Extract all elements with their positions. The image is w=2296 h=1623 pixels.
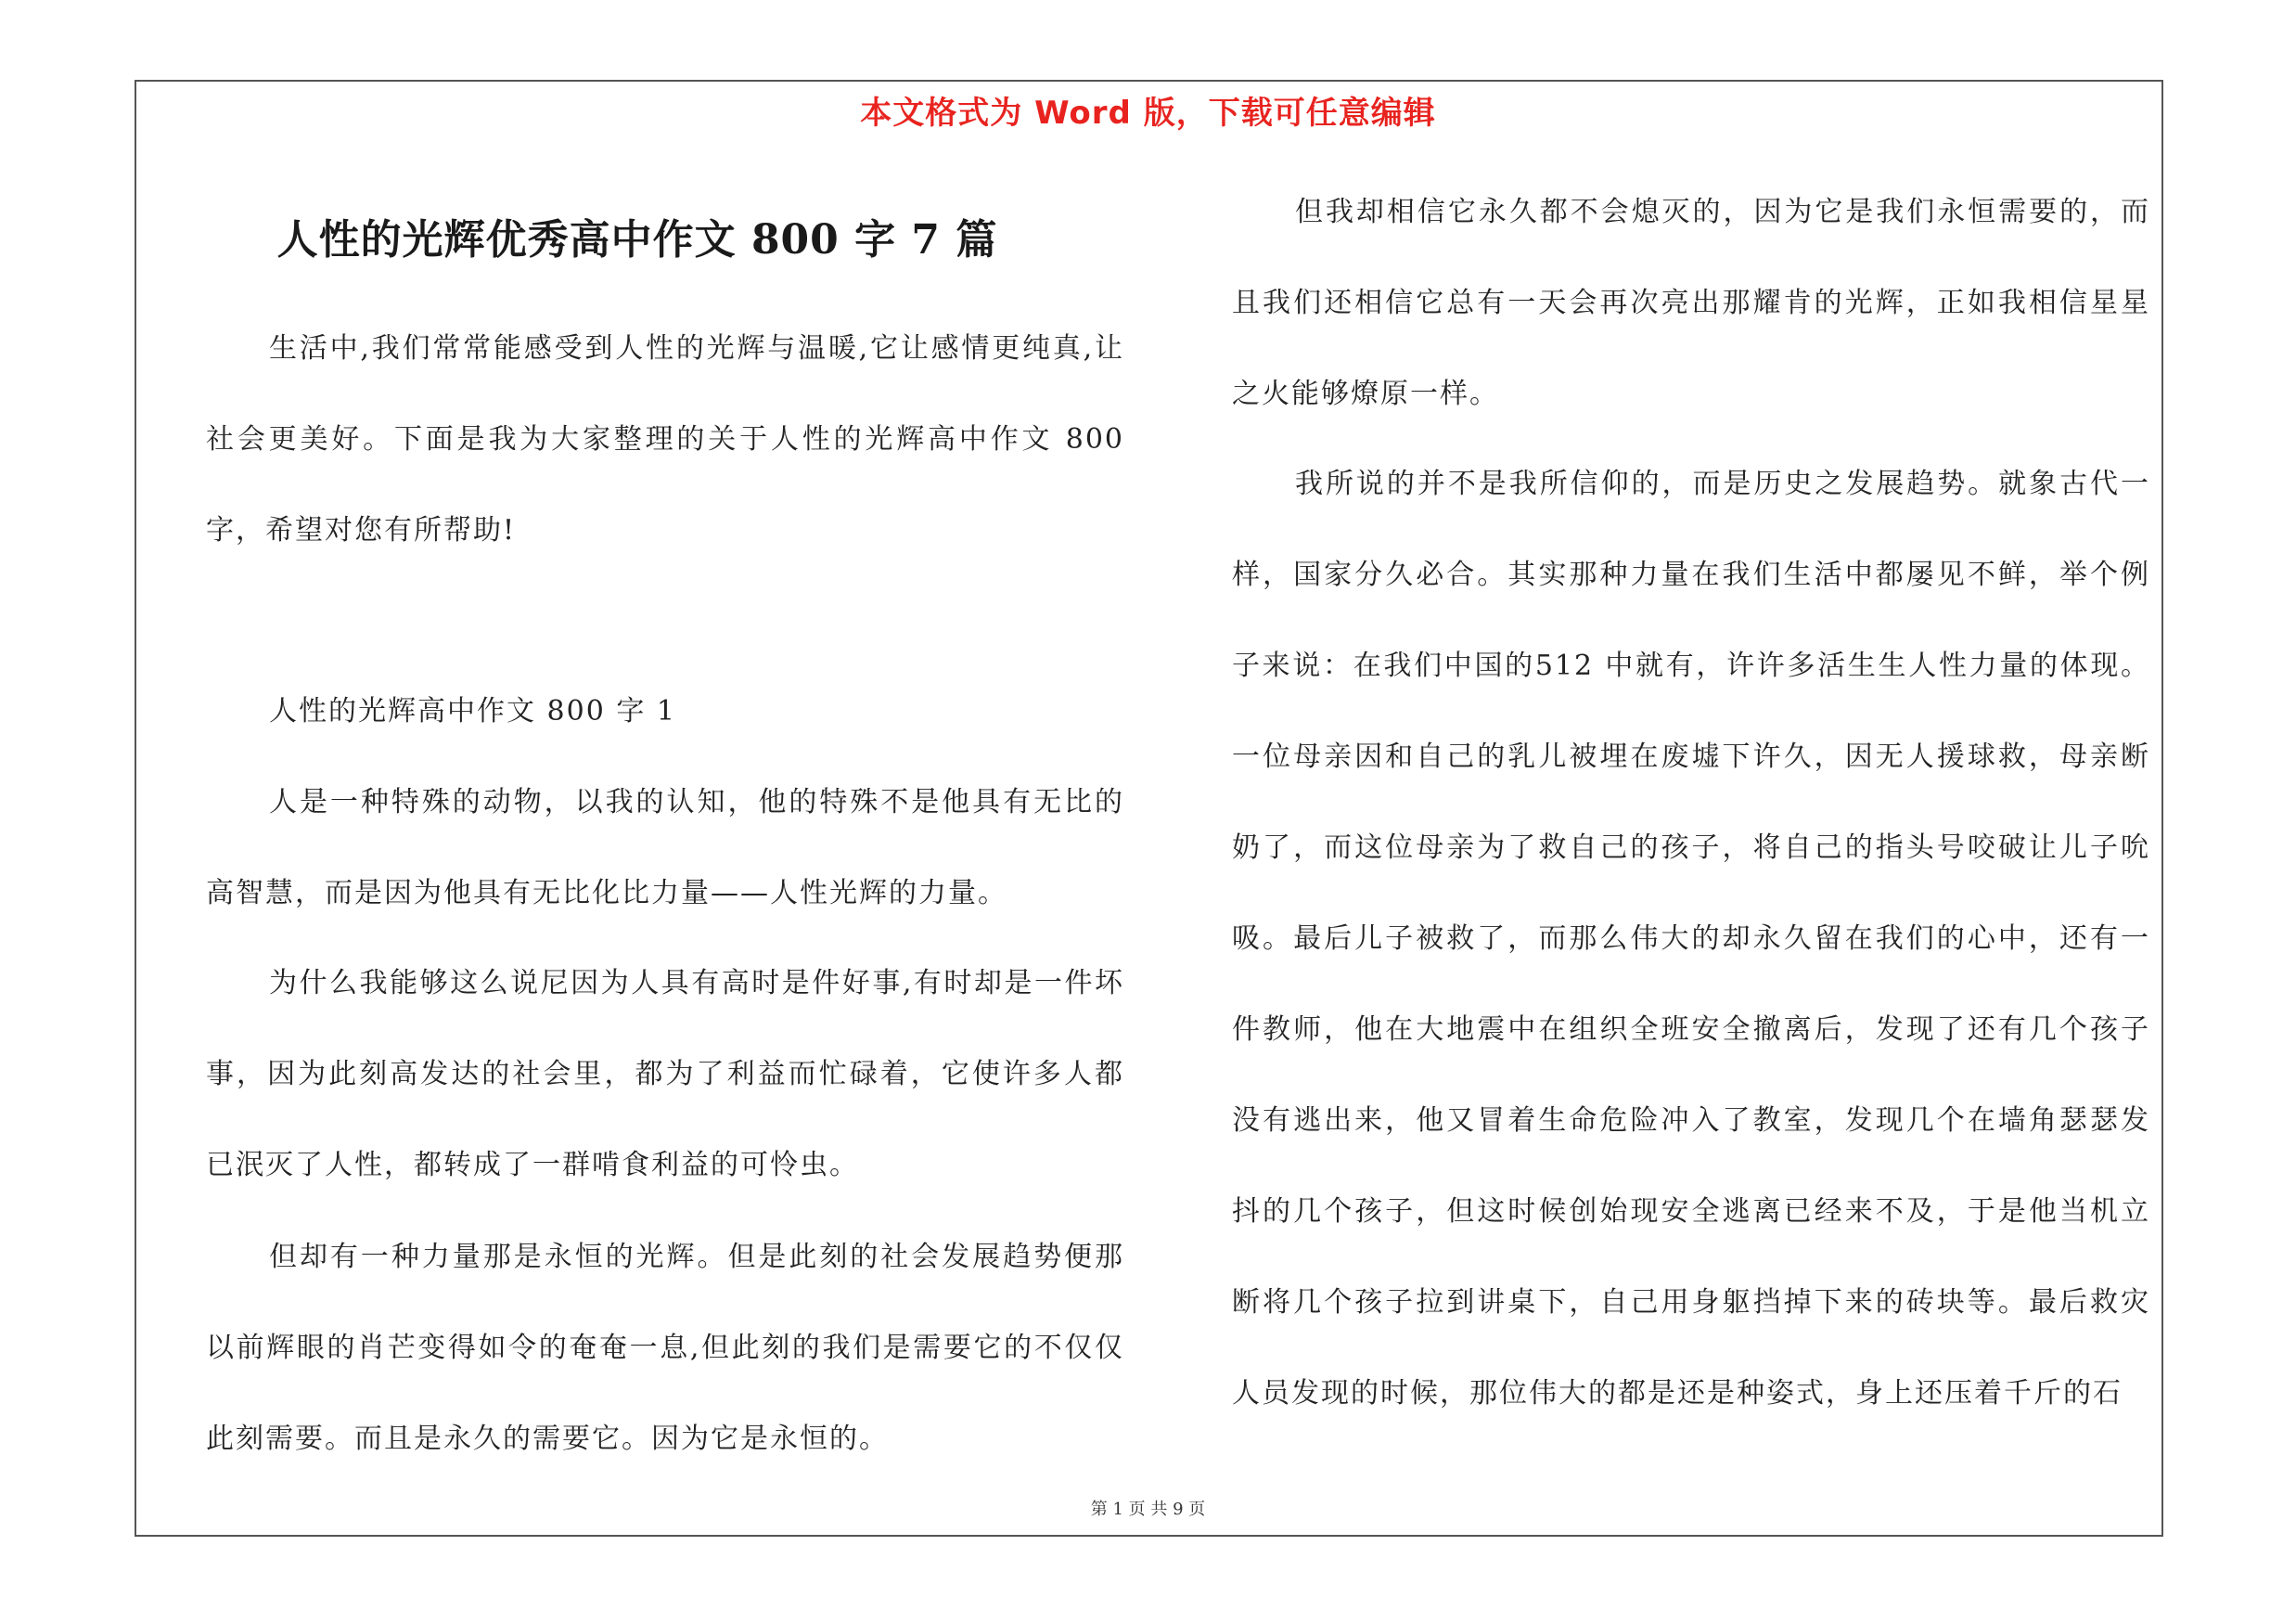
document-title: 人性的光辉优秀高中作文 800 字 7 篇	[276, 216, 998, 264]
page-number: 第 1 页 共 9 页	[1090, 1500, 1206, 1519]
intro-paragraph: 生活中,我们常常能感受到人性的光辉与温暖,它让感情更纯真,让社会更美好。下面是我为大家整理的关于人性的光辉高中作文 800 字，希望对您有所帮助!	[206, 332, 1124, 547]
section-heading: 人性的光辉高中作文 800 字 1	[269, 695, 676, 728]
body-paragraph: 人是一种特殊的动物，以我的认知，他的特殊不是他具有无比的高智慧，而是因为他具有无比化比力量——人性光辉的力量。	[206, 786, 1124, 909]
body-paragraph: 但我却相信它永久都不会熄灭的，因为它是我们永恒需要的，而且我们还相信它总有一天会再次亮出那耀肯的光辉，正如我相信星星之火能够燎原一样。	[1232, 196, 2150, 410]
body-paragraph: 但却有一种力量那是永恒的光辉。但是此刻的社会发展趋势便那以前辉眼的肖芒变得如令的奄奄一息,但此刻的我们是需要它的不仅仅此刻需要。而且是永久的需要它。因为它是永恒的。	[206, 1241, 1124, 1455]
body-paragraph: 为什么我能够这么说尼因为人具有高时是件好事,有时却是一件坏事，因为此刻高发达的社会里，都为了利益而忙碌着，它使许多人都已泯灭了人性，都转成了一群啃食利益的可怜虫。	[206, 967, 1124, 1181]
editable-banner: 本文格式为 Word 版，下载可任意编辑	[860, 95, 1436, 132]
body-paragraph: 我所说的并不是我所信仰的，而是历史之发展趋势。就象古代一样，国家分久必合。其实那种力量在我们生活中都屡见不鲜，举个例子来说：在我们中国的512 中就有，许许多活生生人性力量的体现。一位母亲因和自己的乳儿被埋在废墟下许久，因无人援球救，母亲断奶了，而这位母亲为了救自己的孩子，将自己的指头号咬破让儿子吮吸。最后儿子被救了，而那么伟大的却永久留在我们的心中，还有一件教师，他在大地震中在组织全班安全撤离后，发现了还有几个孩子没有逃出来，他又冒着生命危险冲入了教室，发现几个在墙角瑟瑟发抖的几个孩子，但这时候创始现安全逃离已经来不及，于是他当机立断将几个孩子拉到讲桌下，自己用身躯挡掉下来的砖块等。最后救灾人员发现的时候，那位伟大的都是还是种姿式，身上还压着千斤的石	[1232, 468, 2150, 1410]
